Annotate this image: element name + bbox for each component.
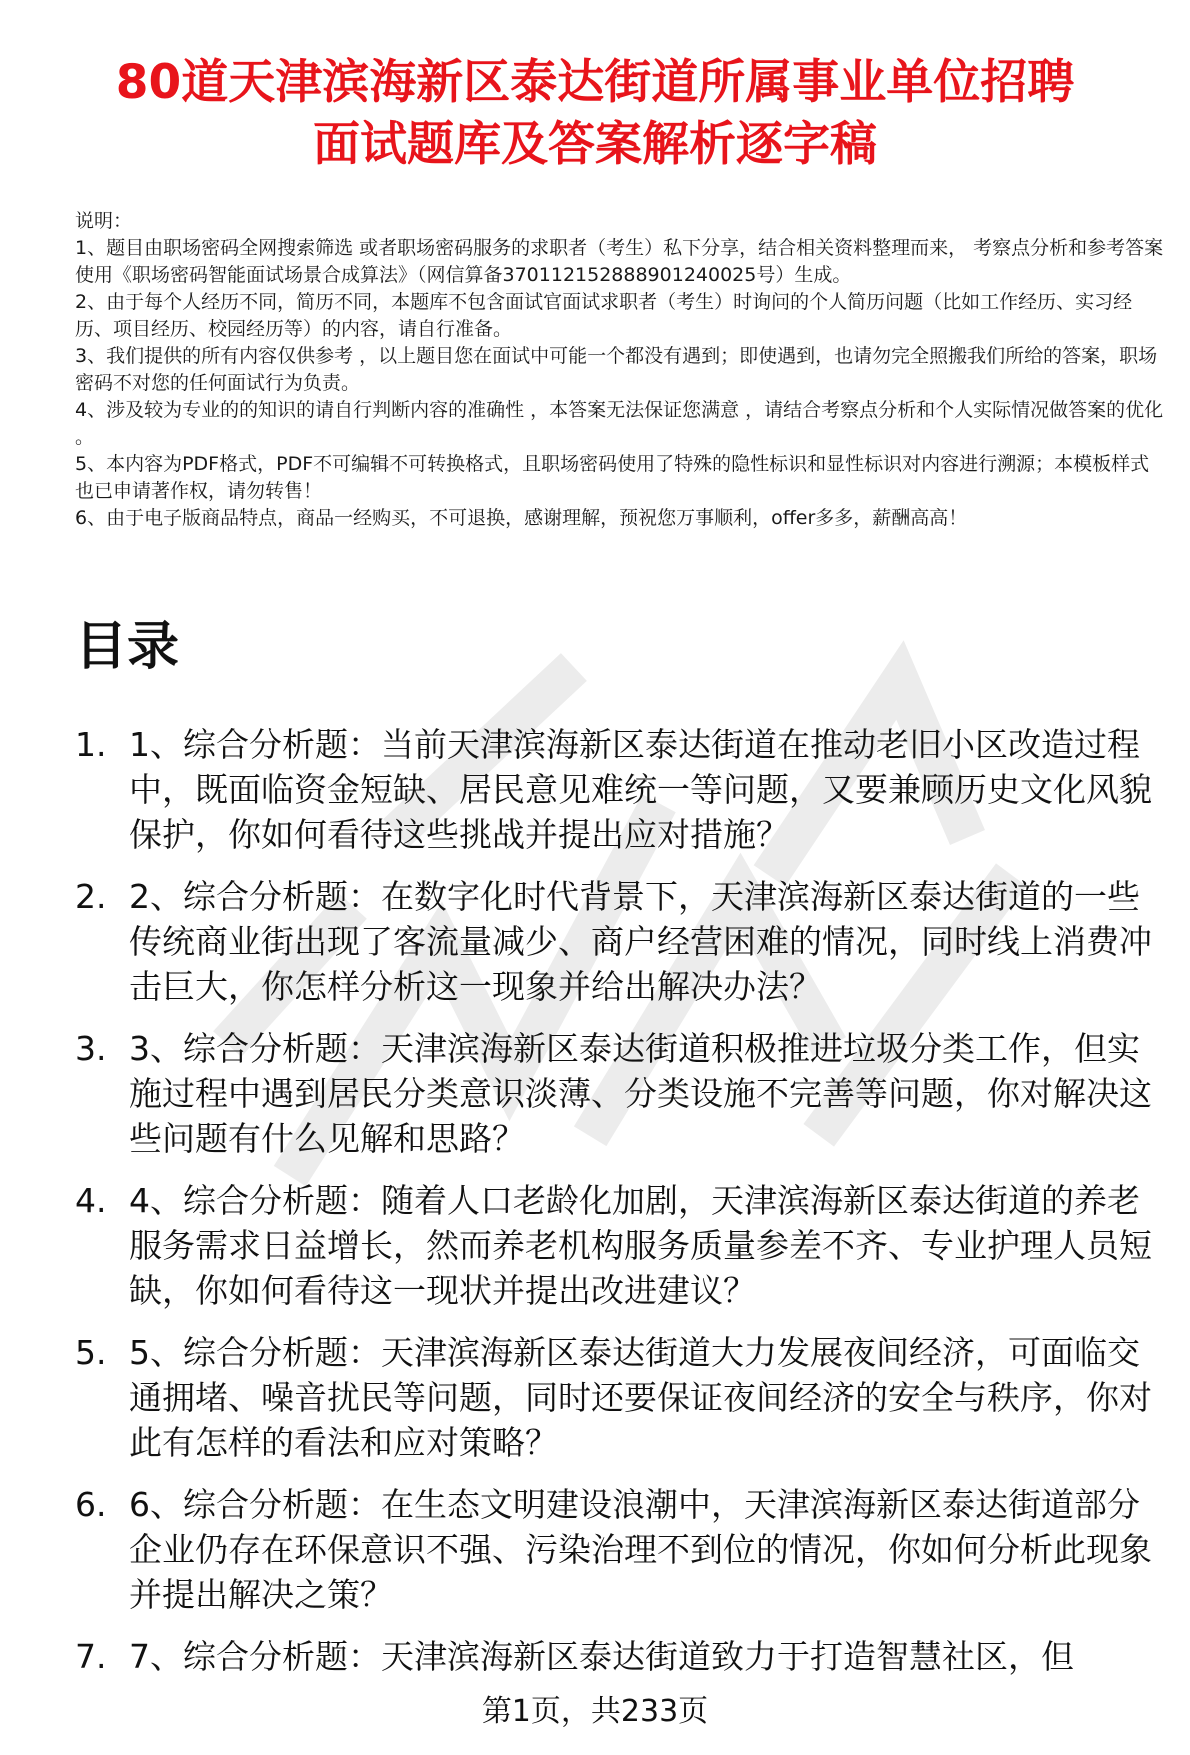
toc-entry-text[interactable]: 7、综合分析题：天津滨海新区泰达街道致力于打造智慧社区，但: [129, 1637, 1074, 1676]
note-item-6: 6、由于电子版商品特点，商品一经购买，不可退换，感谢理解，预祝您万事顺利，offer多多，薪酬高高！: [75, 507, 968, 529]
toc-entry-text[interactable]: 3、综合分析题：天津滨海新区泰达街道积极推进垃圾分类工作，但实施过程中遇到居民分类意识淡薄、分类设施不完善等问题，你对解决这些问题有什么见解和思路？: [129, 1029, 1152, 1158]
toc-entry[interactable]: [75, 1330, 1165, 1465]
toc-entry[interactable]: [75, 1026, 1165, 1161]
toc-entry-number: 7.: [75, 1637, 107, 1676]
toc-entry[interactable]: [75, 1634, 1165, 1679]
note-item-4: 4、涉及较为专业的的知识的请自行判断内容的准确性 ，本答案无法保证您满意 ，请结合考察点分析和个人实际情况做答案的优化 。: [75, 399, 1164, 448]
note-item-1: 1、题目由职场密码全网搜索筛选 或者职场密码服务的求职者（考生）私下分享，结合相关资料整理而来， 考察点分析和参考答案使用《职场密码智能面试场景合成算法》（网信算备370112152888901240025号）生成。: [75, 237, 1164, 286]
document-title: [60, 52, 1130, 176]
disclaimer-notes: [75, 208, 1165, 532]
toc-entry-number: 1.: [75, 725, 107, 764]
title-line-2: 面试题库及答案解析逐字稿: [313, 117, 877, 172]
page-number-footer: 第1页，共233页: [481, 1694, 709, 1729]
toc-entry[interactable]: [75, 1482, 1165, 1617]
notes-label: 说明：: [75, 210, 133, 232]
title-line-1: 80道天津滨海新区泰达街道所属事业单位招聘: [115, 55, 1075, 110]
note-item-3: 3、我们提供的所有内容仅供参考 ，以上题目您在面试中可能一个都没有遇到；即使遇到，也请勿完全照搬我们所给的答案，职场密码不对您的任何面试行为负责。: [75, 345, 1158, 394]
toc-entry-text[interactable]: 4、综合分析题：随着人口老龄化加剧，天津滨海新区泰达街道的养老服务需求日益增长，然而养老机构服务质量参差不齐、专业护理人员短缺，你如何看待这一现状并提出改进建议？: [129, 1181, 1152, 1310]
toc-entry-text[interactable]: 6、综合分析题：在生态文明建设浪潮中，天津滨海新区泰达街道部分企业仍存在环保意识不强、污染治理不到位的情况，你如何分析此现象并提出解决之策？: [129, 1485, 1152, 1614]
toc-entry-number: 6.: [75, 1485, 107, 1524]
toc-heading: 目录: [75, 617, 180, 677]
toc-entry-number: 5.: [75, 1333, 107, 1372]
table-of-contents: [75, 722, 1165, 1696]
toc-entry-number: 2.: [75, 877, 107, 916]
note-item-2: 2、由于每个人经历不同，简历不同，本题库不包含面试官面试求职者（考生）时询问的个人简历问题（比如工作经历、实习经历、项目经历、校园经历等）的内容，请自行准备。: [75, 291, 1133, 340]
toc-entry[interactable]: [75, 874, 1165, 1009]
toc-entry[interactable]: [75, 1178, 1165, 1313]
toc-entry-text[interactable]: 5、综合分析题：天津滨海新区泰达街道大力发展夜间经济，可面临交通拥堵、噪音扰民等问题，同时还要保证夜间经济的安全与秩序，你对此有怎样的看法和应对策略？: [129, 1333, 1152, 1462]
toc-entry[interactable]: [75, 722, 1165, 857]
toc-entry-text[interactable]: 1、综合分析题：当前天津滨海新区泰达街道在推动老旧小区改造过程中，既面临资金短缺、居民意见难统一等问题，又要兼顾历史文化风貌保护，你如何看待这些挑战并提出应对措施？: [129, 725, 1152, 854]
toc-entry-text[interactable]: 2、综合分析题：在数字化时代背景下，天津滨海新区泰达街道的一些传统商业街出现了客流量减少、商户经营困难的情况，同时线上消费冲击巨大，你怎样分析这一现象并给出解决办法？: [129, 877, 1152, 1006]
note-item-5: 5、本内容为PDF格式，PDF不可编辑不可转换格式，且职场密码使用了特殊的隐性标识和显性标识对内容进行溯源；本模板样式也已申请著作权，请勿转售！: [75, 453, 1150, 502]
toc-entry-number: 3.: [75, 1029, 107, 1068]
toc-entry-number: 4.: [75, 1181, 107, 1220]
